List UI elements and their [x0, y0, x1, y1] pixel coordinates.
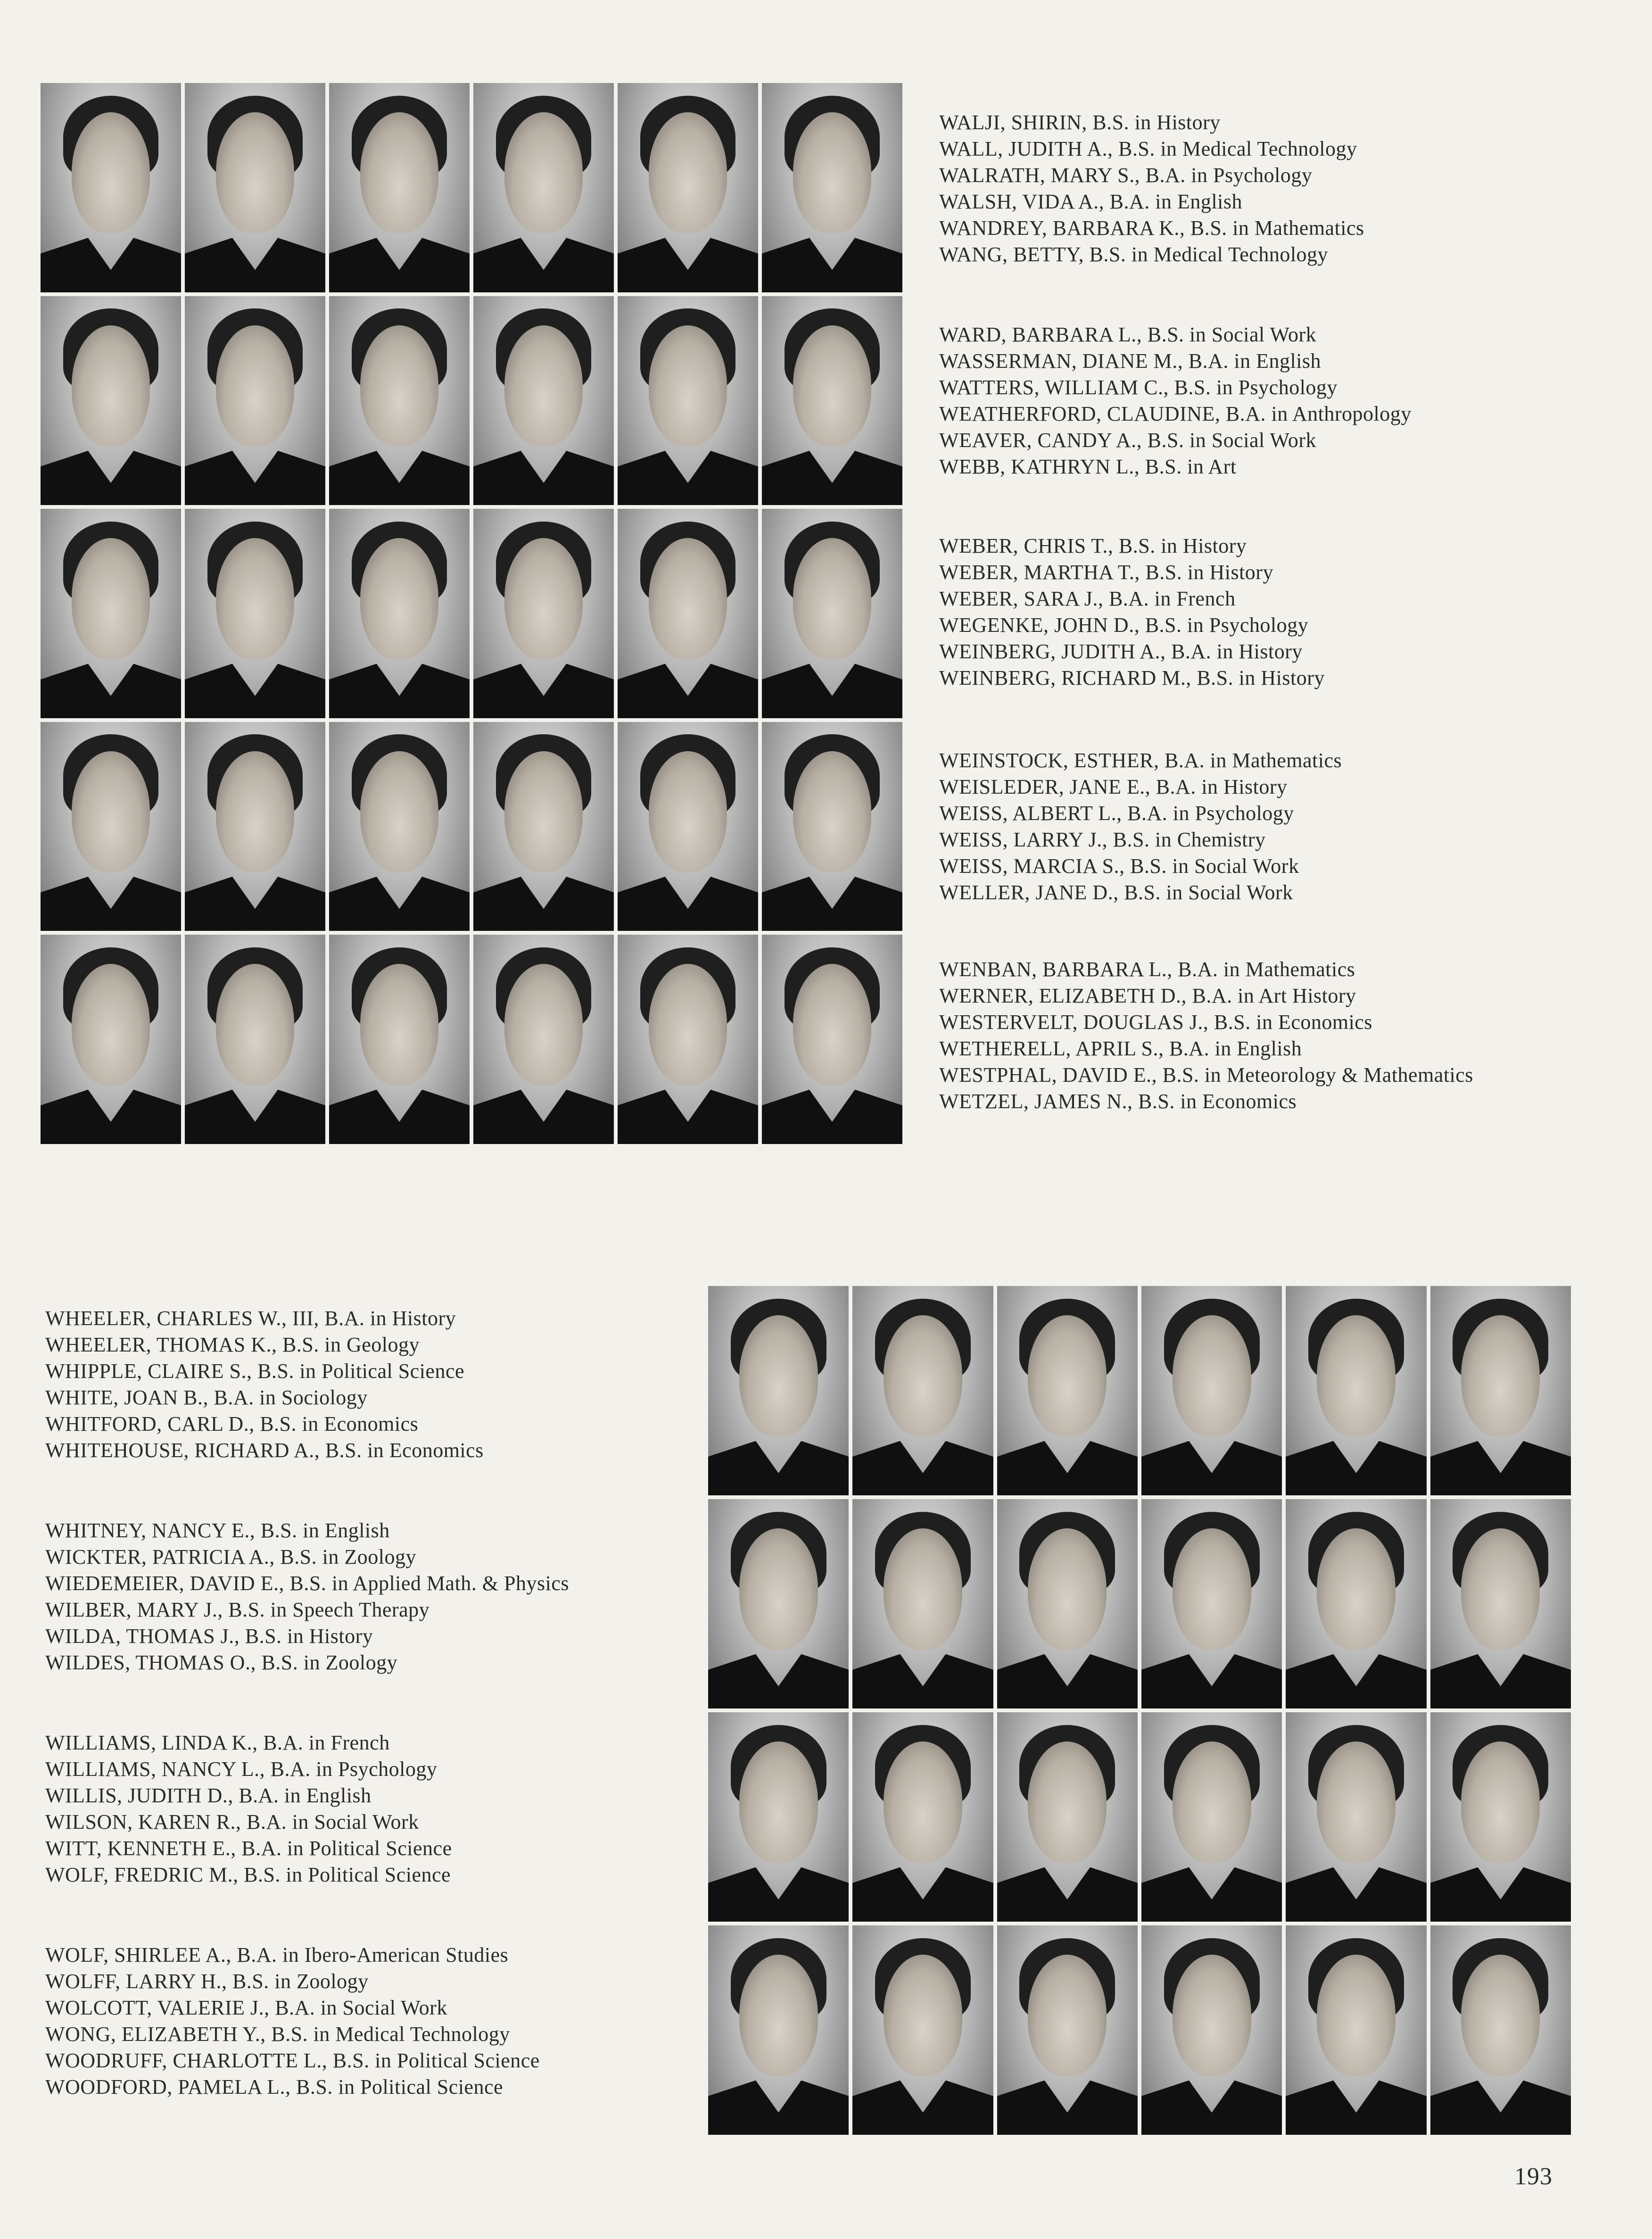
student-portrait [708, 1286, 849, 1495]
student-portrait [185, 935, 325, 1144]
bottom-caption-group [45, 1305, 484, 1464]
student-caption: WEBER, CHRIS T., B.S. in History [939, 534, 1247, 557]
student-caption: WILSON, KAREN R., B.A. in Social Work [45, 1810, 419, 1833]
top-caption-group [939, 109, 1364, 268]
student-portrait [41, 509, 181, 718]
student-caption: WICKTER, PATRICIA A., B.S. in Zoology [45, 1545, 416, 1568]
student-portrait [1286, 1712, 1426, 1922]
student-caption: WASSERMAN, DIANE M., B.A. in English [939, 349, 1322, 373]
bottom-portrait-grid [708, 1286, 1571, 2135]
student-caption: WOLCOTT, VALERIE J., B.A. in Social Work [45, 1996, 447, 2019]
student-portrait [473, 296, 614, 506]
student-portrait [762, 83, 902, 292]
student-caption: WALL, JUDITH A., B.S. in Medical Technology [939, 137, 1357, 160]
student-portrait [852, 1925, 993, 2135]
student-caption: WEATHERFORD, CLAUDINE, B.A. in Anthropology [939, 402, 1412, 425]
student-caption: WALJI, SHIRIN, B.S. in History [939, 111, 1221, 134]
student-portrait [708, 1499, 849, 1708]
student-portrait [1286, 1286, 1426, 1495]
student-caption: WHITEHOUSE, RICHARD A., B.S. in Economics [45, 1439, 484, 1462]
student-portrait [618, 83, 758, 292]
student-caption: WOLFF, LARRY H., B.S. in Zoology [45, 1970, 369, 1993]
student-caption: WESTPHAL, DAVID E., B.S. in Meteorology & Mathematics [939, 1063, 1473, 1086]
student-portrait [1141, 1712, 1282, 1922]
top-caption-group [939, 747, 1342, 906]
student-caption: WHIPPLE, CLAIRE S., B.S. in Political Science [45, 1360, 465, 1383]
student-caption: WEINBERG, RICHARD M., B.S. in History [939, 666, 1325, 689]
student-caption: WEBER, MARTHA T., B.S. in History [939, 561, 1273, 584]
student-caption: WEGENKE, JOHN D., B.S. in Psychology [939, 614, 1309, 637]
student-portrait [41, 83, 181, 292]
student-portrait [852, 1712, 993, 1922]
student-portrait [708, 1925, 849, 2135]
student-caption: WOLF, FREDRIC M., B.S. in Political Science [45, 1863, 451, 1886]
student-caption: WHITFORD, CARL D., B.S. in Economics [45, 1412, 419, 1435]
student-portrait [41, 722, 181, 931]
student-portrait [762, 722, 902, 931]
student-portrait [1141, 1925, 1282, 2135]
student-caption: WOLF, SHIRLEE A., B.A. in Ibero-American Studies [45, 1943, 509, 1966]
student-caption: WILDA, THOMAS J., B.S. in History [45, 1625, 373, 1648]
student-caption: WEISS, ALBERT L., B.A. in Psychology [939, 802, 1294, 825]
student-portrait [997, 1712, 1138, 1922]
student-caption: WEISS, LARRY J., B.S. in Chemistry [939, 828, 1266, 851]
bottom-caption-group [45, 1942, 540, 2100]
student-portrait [1286, 1499, 1426, 1708]
student-caption: WHITNEY, NANCY E., B.S. in English [45, 1519, 390, 1542]
student-portrait [185, 83, 325, 292]
top-caption-group [939, 956, 1473, 1115]
student-portrait [618, 935, 758, 1144]
student-portrait [997, 1499, 1138, 1708]
student-portrait [329, 509, 470, 718]
student-portrait [997, 1925, 1138, 2135]
bottom-caption-group [45, 1518, 569, 1676]
student-portrait [1430, 1925, 1571, 2135]
top-caption-group [939, 533, 1325, 691]
student-portrait [329, 296, 470, 506]
student-portrait [762, 296, 902, 506]
student-caption: WHEELER, THOMAS K., B.S. in Geology [45, 1333, 420, 1356]
student-caption: WANG, BETTY, B.S. in Medical Technology [939, 243, 1329, 266]
student-portrait [618, 722, 758, 931]
student-portrait [185, 296, 325, 506]
student-portrait [1430, 1499, 1571, 1708]
student-caption: WIEDEMEIER, DAVID E., B.S. in Applied Math. & Physics [45, 1572, 569, 1595]
student-portrait [1141, 1286, 1282, 1495]
student-portrait [708, 1712, 849, 1922]
student-portrait [1141, 1499, 1282, 1708]
student-portrait [41, 296, 181, 506]
student-portrait [852, 1499, 993, 1708]
student-portrait [618, 509, 758, 718]
student-caption: WEAVER, CANDY A., B.S. in Social Work [939, 429, 1317, 452]
student-portrait [473, 83, 614, 292]
student-portrait [1430, 1712, 1571, 1922]
student-portrait [329, 935, 470, 1144]
student-caption: WEISS, MARCIA S., B.S. in Social Work [939, 854, 1299, 878]
bottom-caption-group [45, 1730, 452, 1888]
student-caption: WELLER, JANE D., B.S. in Social Work [939, 881, 1293, 904]
student-caption: WERNER, ELIZABETH D., B.A. in Art History [939, 984, 1356, 1007]
student-caption: WETHERELL, APRIL S., B.A. in English [939, 1037, 1302, 1060]
student-portrait [473, 935, 614, 1144]
student-portrait [41, 935, 181, 1144]
top-caption-group [939, 322, 1412, 480]
student-caption: WITT, KENNETH E., B.A. in Political Science [45, 1837, 452, 1860]
student-caption: WEINBERG, JUDITH A., B.A. in History [939, 640, 1303, 663]
student-portrait [618, 296, 758, 506]
student-caption: WONG, ELIZABETH Y., B.S. in Medical Technology [45, 2023, 510, 2046]
student-caption: WANDREY, BARBARA K., B.S. in Mathematics [939, 216, 1364, 240]
student-portrait [329, 83, 470, 292]
student-portrait [1286, 1925, 1426, 2135]
student-caption: WILBER, MARY J., B.S. in Speech Therapy [45, 1598, 430, 1621]
student-portrait [185, 722, 325, 931]
top-portrait-grid [41, 83, 902, 1144]
student-caption: WILLIS, JUDITH D., B.A. in English [45, 1784, 372, 1807]
student-portrait [473, 509, 614, 718]
student-caption: WEBB, KATHRYN L., B.S. in Art [939, 455, 1237, 478]
student-caption: WENBAN, BARBARA L., B.A. in Mathematics [939, 958, 1355, 981]
student-portrait [185, 509, 325, 718]
student-portrait [1430, 1286, 1571, 1495]
student-portrait [762, 509, 902, 718]
student-portrait [852, 1286, 993, 1495]
student-caption: WHITE, JOAN B., B.A. in Sociology [45, 1386, 368, 1409]
student-portrait [473, 722, 614, 931]
student-caption: WEBER, SARA J., B.A. in French [939, 587, 1236, 610]
page-number: 193 [1514, 2163, 1553, 2190]
student-caption: WILLIAMS, NANCY L., B.A. in Psychology [45, 1758, 438, 1781]
student-portrait [762, 935, 902, 1144]
student-caption: WETZEL, JAMES N., B.S. in Economics [939, 1090, 1297, 1113]
student-caption: WILDES, THOMAS O., B.S. in Zoology [45, 1651, 398, 1674]
student-caption: WARD, BARBARA L., B.S. in Social Work [939, 323, 1317, 346]
student-portrait [329, 722, 470, 931]
student-caption: WALSH, VIDA A., B.A. in English [939, 190, 1242, 213]
student-caption: WILLIAMS, LINDA K., B.A. in French [45, 1731, 390, 1754]
student-caption: WEINSTOCK, ESTHER, B.A. in Mathematics [939, 749, 1342, 772]
student-caption: WEISLEDER, JANE E., B.A. in History [939, 775, 1288, 798]
student-caption: WOODRUFF, CHARLOTTE L., B.S. in Political Science [45, 2049, 540, 2072]
student-portrait [997, 1286, 1138, 1495]
student-caption: WALRATH, MARY S., B.A. in Psychology [939, 164, 1313, 187]
student-caption: WATTERS, WILLIAM C., B.S. in Psychology [939, 376, 1338, 399]
student-caption: WOODFORD, PAMELA L., B.S. in Political Science [45, 2075, 504, 2098]
student-caption: WHEELER, CHARLES W., III, B.A. in History [45, 1307, 456, 1330]
student-caption: WESTERVELT, DOUGLAS J., B.S. in Economics [939, 1011, 1372, 1034]
